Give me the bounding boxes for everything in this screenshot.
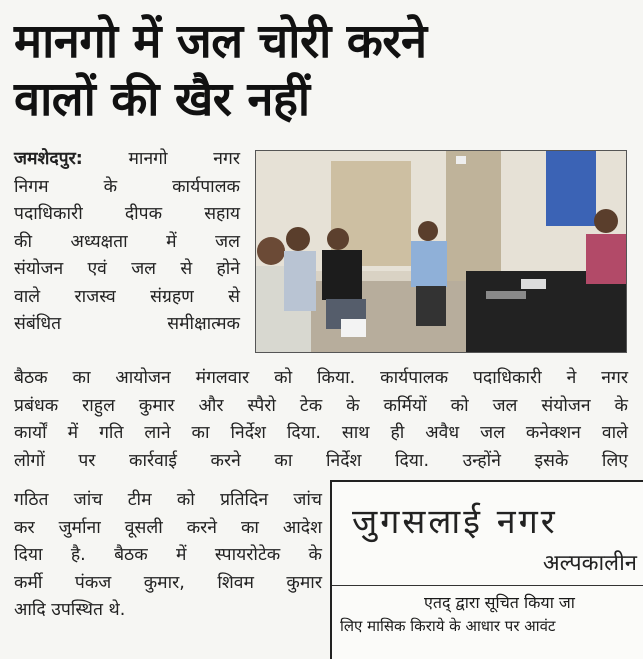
article-line: बैठक का आयोजन मंगलवार को किया. कार्यपालक पदाधिकारी ने नगर: [14, 368, 628, 388]
article-line: वाले राजस्व संग्रहण से: [14, 286, 240, 307]
notice-line-1: एतद् द्वारा सूचित किया जा: [424, 593, 575, 612]
article-line: कर्मी पंकज कुमार, शिवम कुमार: [14, 572, 322, 593]
headline-line-2: वालों की खैर नहीं: [14, 72, 310, 127]
article-line: आदि उपस्थित थे.: [14, 600, 126, 620]
article-line: दिया है. बैठक में स्पायरोटेक के: [14, 545, 322, 565]
notice-box: [330, 480, 643, 659]
article-full-width: [14, 365, 628, 475]
article-line: लोगों पर कार्रवाई करने का निर्देश दिया. उन्होंने इसके लिए: [14, 450, 628, 471]
dateline: जमशेदपुर:: [14, 149, 83, 169]
meeting-photo: [255, 150, 627, 353]
article-line: पदाधिकारी दीपक सहाय: [14, 204, 240, 224]
article-lower-column: [14, 487, 322, 625]
article-line: संबंधित समीक्षात्मक: [14, 314, 240, 334]
notice-subtitle: अल्पकालीन: [542, 551, 637, 576]
article-line: गठित जांच टीम को प्रतिदिन जांच: [14, 490, 322, 510]
notice-title: जुगसलाई नगर: [352, 502, 558, 542]
article-line: कर जुर्माना वूसली करने का आदेश: [14, 517, 322, 538]
article-left-column: [14, 146, 240, 339]
notice-divider: [332, 585, 643, 586]
notice-line-2: लिए मासिक किराये के आधार पर आवंट: [340, 617, 556, 635]
article-line: कार्यों में गति लाने का निर्देश दिया. साथ ही अवैध जल कनेक्शन वाले: [14, 423, 628, 443]
article-line: निगम के कार्यपालक: [14, 176, 240, 197]
article-line: संयोजन एवं जल से होने: [14, 259, 240, 279]
headline-line-1: मानगो में जल चोरी करने: [14, 14, 427, 69]
article-line: प्रबंधक राहुल कुमार और स्पैरो टेक के कर्मियों को जल संयोजन के: [14, 395, 628, 416]
article-line: जमशेदपुर: मानगो नगर: [14, 149, 240, 169]
article-line: की अध्यक्षता में जल: [14, 231, 240, 252]
